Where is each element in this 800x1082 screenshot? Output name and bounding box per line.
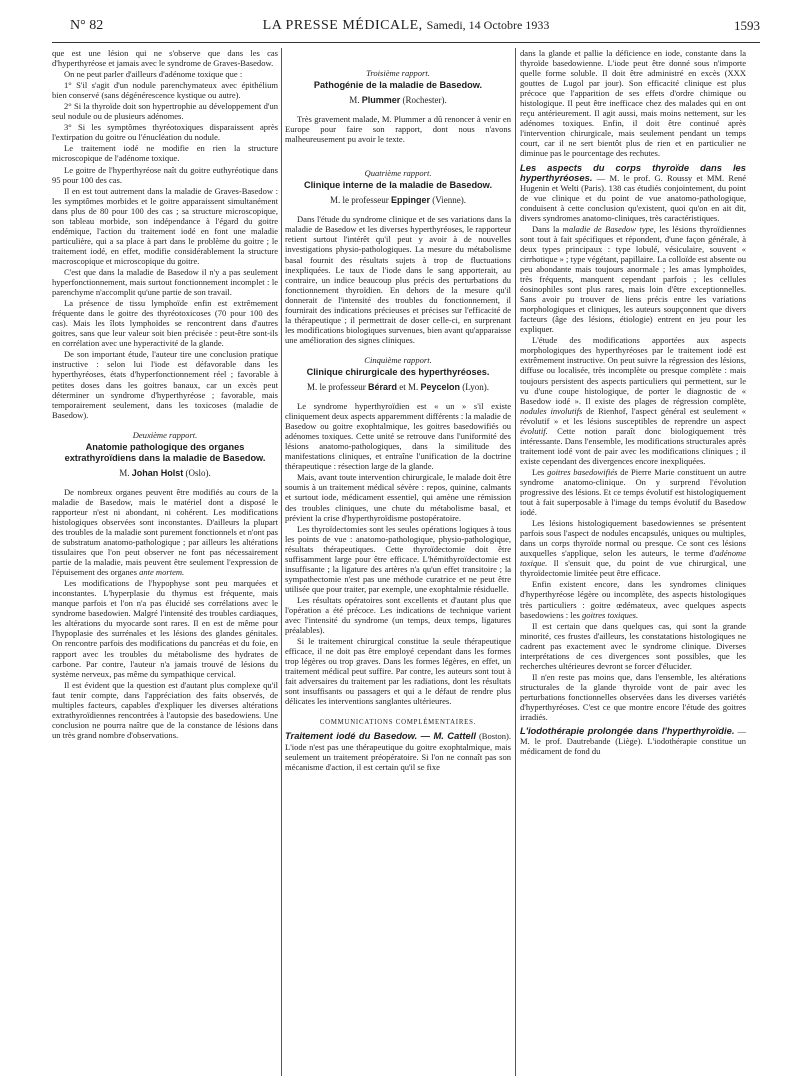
paragraph <box>520 518 746 578</box>
paragraph-text: Il s'ensuit que, du point de vue chirurgical, une thyroïdectomie limitée peut être efficace. <box>520 558 746 579</box>
journal-title <box>52 18 760 34</box>
paragraph: Le traitement iodé ne modifie en rien la structure microscopique de l'adénome toxique. <box>52 143 278 164</box>
paragraph: 2° Si la thyroïde doit son hypertrophie au développement d'un seul nodule ou de plusieurs adénomes. <box>52 101 278 122</box>
header-rule <box>52 42 760 43</box>
author-city: (Oslo). <box>185 467 211 478</box>
paragraph: que est une lésion qui ne s'observe que dans les cas d'hyperthyréose et jamais avec le syndrome de Graves-Basedow. <box>52 48 278 69</box>
paragraph <box>520 224 746 335</box>
section-title: Anatomie pathologique des organes extrathyroïdiens dans la maladie de Basedow. <box>64 441 266 463</box>
paragraph-text: (Boston). L'iode n'est pas une thérapeutique du goitre exophtalmique, mais seulement un traitement préopératoire. Si l'on ne connaît pas son mécanisme d'action, il est certain qu'il se fixe <box>285 731 512 772</box>
paragraph: Il n'en reste pas moins que, dans l'ensemble, les altérations structurales de la glande thyroïde vont de pair avec les perturbations fonctionnelles observées dans les diverses variétés d'hyperthyréoses. C'est ce que montre encore l'étude des goitres irradiés. <box>520 671 746 723</box>
emphasis: évolutif. <box>520 425 548 436</box>
column-3 <box>520 48 746 757</box>
paragraph: Dans l'étude du syndrome clinique et de ses variations dans la maladie de Basedow et les diverses hyperthyréoses, le rapporteur retient surtout l'intérêt qu'il peut y avoir à de nouvelles investigations physio-pathologiques. La mesure du métabolisme basal fournit des résultats sujets à trop de fluctuations inexpliquées. Le taux de l'iode dans le sang apporterait, au contraire, un indice beaucoup plus précis des perturbations du fonctionnement thyroïdien. En dehors de la mesure qu'il donnerait de l'intensité des troubles du fonctionnement, il fournirait des indications précieuses et précises sur l'efficacité de la thérapeutique ; il permettrait de doser celle-ci, en surprenant les modifications biologiques survenues, bien avant qu'apparaisse une amélioration des signes cliniques. <box>285 214 511 345</box>
page-header <box>52 18 760 42</box>
paragraph <box>520 467 746 517</box>
author-joiner: et M. <box>399 381 419 392</box>
page-number: 1593 <box>734 18 760 33</box>
paragraph: Les résultats opératoires sont excellents et d'autant plus que l'opération a été précoce. Les indications de technique varient avec l'intensité du syndrome (un temps, deux temps, ligatures préalables). <box>285 594 511 636</box>
communications-label: COMMUNICATIONS COMPLÉMENTAIRES. <box>319 719 477 727</box>
author-city: (Vienne). <box>432 195 466 206</box>
column-2 <box>285 48 511 773</box>
column-1 <box>52 48 278 741</box>
author-name: Johan Holst <box>131 467 184 478</box>
paragraph: Il est évident que la question est d'autant plus complexe qu'il faut tenir compte, dans l'appréciation des faits observés, de multiples facteurs, capables d'expliquer les diverses altérations extrathyroïdiennes rencontrées à l'autopsie des basedowiens. Une conclusion ne pourra naître que de la constance de lésions dans un très grand nombre d'observations. <box>52 679 278 740</box>
section-label: Deuxième rapport. <box>132 429 198 440</box>
emphasis: ante mortem. <box>139 567 185 578</box>
column-divider <box>281 48 282 1076</box>
communication-title: L'iodothérapie prolongée dans l'hyperthyroïdie. <box>520 725 735 737</box>
emphasis: adénome toxique. <box>520 548 746 569</box>
paragraph-text: de Rienhof, l'aspect général est seulement « révolutif » et les lésions susceptibles de reprendre un aspect <box>520 405 746 426</box>
author-prefix: M. <box>119 467 130 478</box>
paragraph: dans la glande et pallie la déficience en iode, constante dans la thyroïde basedowienne. L'iode peut être donné sous n'importe quelle forme soluble. Il doit être administré en excès (XXX gouttes de Lugol par jour). Son efficacité clinique est plus précoce que l'apparition de ses effets d'ordre chimique ou histologique. Il peut être inefficace chez des malades qui en ont reçu antérieurement. Il agit aussi, mais moins nettement, sur les adénomes toxiques. Enfin, il doit être continué après l'intervention chirurgicale, mais seulement pendant un temps court, car il ne sert bientôt plus de rien et en particulier ne diminue pas le pourcentage des rechutes. <box>520 48 746 159</box>
author-prefix: M. <box>349 95 360 106</box>
paragraph: Le goitre de l'hyperthyréose naît du goitre euthyréotique dans 95 pour 100 des cas. <box>52 164 278 185</box>
paragraph <box>520 335 746 466</box>
author-name: Plummer <box>361 95 401 106</box>
paragraph: Si le traitement chirurgical constitue la seule thérapeutique efficace, il ne doit pas être employé cependant dans les formes trop légères ou trop graves. Dans les formes légères, en effet, un traitement médical peut suffire. Par contre, les auteurs sont tout à fait adversaires du traitement par les radiations, dont les résultats sont insuffisants ou passagers et qui a le défaut de rendre plus délicates les interventions sanglantes ultérieures. <box>285 636 511 707</box>
author-city: (Lyon). <box>462 381 490 392</box>
journal-name: LA PRESSE MÉDICALE, <box>262 18 423 33</box>
emphasis: goitres toxiques. <box>581 609 639 620</box>
author-prefix: M. le professeur <box>306 381 366 392</box>
paragraph-text: Cette notion paraît donc biologiquement très intéressante. Dans l'ensemble, les modifications structurales après traitement iodé vont de pair avec les modifications cliniques ; il existe cependant des divergences encore inexpliquées. <box>520 425 746 466</box>
section-author <box>285 95 511 105</box>
author-name: Eppinger <box>391 195 431 206</box>
emphasis: goitres basedowifiés <box>547 466 618 477</box>
column-divider <box>515 48 516 1076</box>
paragraph: Il est certain que dans quelques cas, qui sont la grande minorité, ces frustes d'ailleurs, les constatations histologiques ne cadrent pas exactement avec le syndrome clinique. Diverses interprétations de ces divergences sont possibles, que les recherches ultérieures devront se forcer d'élucider. <box>520 620 746 671</box>
paragraph: Le syndrome hyperthyroïdien est « un » s'il existe cliniquement deux aspects apparemment différents : la maladie de Basedow ou goitre exophtalmique, les goitres basedowifiés ou adénomes toxiques. Cette unité se retrouve dans l'uniformité des lésions anatomo-pathologiques, dans la similitude des manifestations cliniques, et entraîne l'unification de la doctrine thérapeutique : résection large de la glande. <box>285 401 511 472</box>
paragraph: 1° S'il s'agit d'un nodule parenchymateux avec épithélium bien conservé (sans dégénérescence kystique ou autre). <box>52 80 278 101</box>
emphasis: nodules involutifs <box>520 405 583 416</box>
paragraph: De son important étude, l'auteur tire une conclusion pratique instructive : selon lui l'iode est défavorable dans les hyperthyréoses, états d'hyperfonctionnement réel ; favorable à petites doses dans les goitres banaux, car un excès peut déterminer un syndrome d'hyperthyréose ; favorable, mais temporairement seulement, dans les toxicoses (maladie de Basedow). <box>52 349 278 420</box>
section-label: Quatrième rapport. <box>364 168 432 179</box>
communication-title: Les aspects du corps thyroïde dans les hyperthyréoses. <box>520 161 746 183</box>
communication-title: Traitement iodé du Basedow. — M. Cattell <box>285 730 476 742</box>
paragraph: Les thyroïdectomies sont les seules opérations logiques à tous les points de vue : anatomo-pathologique, physio-pathologique, résultats thérapeutiques. Cette thyroïdectomie doit être suffisamment large pour être efficace. L'hémithyroïdectomie est insuffisante ; la ligature des artères n'a qu'un effet transitoire ; la sympathectomie n'est pas une méthode curatrice et ne peut être utilisée que pour traiter, par exemple, une exophtalmie résiduelle. <box>285 523 511 594</box>
paragraph-text: les lésions thyroïdiennes sont tout à fait spécifiques et répondent, d'une façon générale, à deux types principaux : type lobulé, vésiculaire, souvent « cirrhotique » ; type végétant, papillaire. La colloïde est absente ou peu abondante mais toujours anormale ; les amas lymphoïdes, très fréquents, manquent cependant parfois ; les cellules éosinophiles sont plus rares, mais loin d'être exceptionnelles. Sans avoir pu trouver de liens précis entre les variations morphologiques et cliniques, les auteurs soupçonnent que divers facteurs (âge des lésions, étiologie) entrent en jeu pour les expliquer. <box>520 223 747 335</box>
paragraph <box>520 163 746 223</box>
paragraph: Mais, avant toute intervention chirurgicale, le malade doit être soumis à un traitement médical sévère : repos, quinine, calmants et surtout iode, médicament essentiel, qui amène une rémission des troubles cliniques, une chute du métabolisme basal, et prévient la crise d'hyperthyroïdisme postopératoire. <box>285 472 511 523</box>
section-author <box>52 468 278 478</box>
paragraph: Les modifications de l'hypophyse sont peu marquées et inconstantes. L'hyperplasie du thymus est fréquente, mais manque parfois et l'on n'a pas élucidé ses corrélations avec le syndrome basedowien. Malgré l'intensité des troubles cardiaques, les altérations du myocarde sont rares. Il en est de même pour l'hypoplasie des surrénales et les lésions des glandes génitales. On rencontre parfois des modifications du pancréas et du foie, en rapport avec les troubles du métabolisme des hydrates de carbone. Par contre, l'auteur n'a jamais trouvé de lésions du système nerveux, pas même du sympathique cervical. <box>52 578 278 679</box>
emphasis: maladie de Basedow type, <box>562 223 656 234</box>
paragraph <box>52 487 278 577</box>
author-name: Bérard <box>367 381 397 392</box>
section-title: Clinique interne de la maladie de Basedow. <box>303 180 493 191</box>
paragraph: On ne peut parler d'ailleurs d'adénome toxique que : <box>64 69 243 80</box>
paragraph-text: Enfin existent encore, dans les syndromes cliniques d'hyperthyréose légère ou incomplète, des aspects histologiques très particuliers : goitre œdémateux, avec quelques aspects basedowiens : les <box>520 579 746 620</box>
paragraph: C'est que dans la maladie de Basedow il n'y a pas seulement hyperfonctionnement, mais surtout fonctionnement incomplet : le parenchyme n'accomplit qu'une partie de son travail. <box>52 266 278 298</box>
paragraph-text: 138 cas étudiés conjointement, du point de vue clinique et du point de vue anatomo-pathologique, conduisent à cette conclusion qu'existent, quoi qu'on en ait dit, divers syndromes anatomo-cliniques, très caractéristiques. <box>520 182 747 223</box>
paragraph-text: Dans la <box>532 223 563 234</box>
paragraph <box>520 726 746 756</box>
author-prefix: M. le professeur <box>330 195 389 206</box>
paragraph-text: L'étude des modifications apportées aux aspects morphologiques des hyperthyréoses par le traitement iodé est extrêmement instructive. On peut suivre la régression des lésions, diffuse ou localisée, très incomplète ou presque complète : mais toujours persistent des aspects particuliers qui permettent, sur le vu d'une coupe histologique, de porter le diagnostic de « Basedow iodé ». Il existe des plages de régression complète, <box>520 335 746 406</box>
author-name: Peycelon <box>420 381 461 392</box>
section-title: Pathogénie de la maladie de Basedow. <box>313 80 483 91</box>
author-city: (Rochester). <box>402 95 447 106</box>
paragraph: 3° Si les symptômes thyréotoxiques disparaissent après l'extirpation du goitre ou l'énucléation du nodule. <box>52 122 278 143</box>
paragraph-text: De nombreux organes peuvent être modifiés au cours de la maladie de Basedow, mais le matériel dont a disposé le rapporteur n'est ni abondant, ni cohérent. Les modifications histologiques observées sont inconstantes. D'ailleurs la plupart des troubles de la maladie sont purement fonctionnels et n'ont pas de substratum anatomo-pathologique ; par ailleurs les altérations tissulaires que l'on peut observer ne font pas nécessairement partie de la maladie, mais peuvent être seulement l'expression de l'épuisement des organes <box>52 486 278 578</box>
paragraph-text: — M. le prof. Dautrebande (Liège). L'iodothérapie constitue un médicament de fond du <box>520 726 747 757</box>
communication-authors: — M. le prof. G. Roussy et MM. René Hugenin et Welti (Paris). <box>520 172 746 193</box>
paragraph-text: de Pierre Marie constituent un autre syndrome anatomo-clinique. On y surprend l'évolution progressive des lésions. Et ce temps évolutif est histologiquement tout à fait superposable à l'image du temps évolutif du Basedow iodé. <box>520 466 746 518</box>
paragraph <box>285 731 511 771</box>
section-label: Cinquième rapport. <box>364 354 432 365</box>
section-author <box>285 195 511 205</box>
paragraph: La présence de tissu lymphoïde enfin est extrêmement fréquente dans le goitre des thyréotoxicoses (70 pour 100 des cas). Mais les îlots lymphoïdes se rencontrent dans d'autres goitres, sans que leur valeur soit bien précisée : peut-être sont-ils en corrélation avec une hyperactivité de la glande. <box>52 298 278 349</box>
issue-number: N° 82 <box>70 18 104 33</box>
paragraph-text: Les <box>532 466 548 477</box>
paragraph <box>520 579 746 619</box>
paragraph: Il en est tout autrement dans la maladie de Graves-Basedow : les symptômes morbides et le goitre apparaissent simultanément dans plus de 80 pour 100 des cas ; sa structure microscopique, son tableau morbide, son indépendance à l'égard du goitre endémique, l'action du traitement iodé en font une maladie particulière, qui a sa place à part dans le problème du goitre ; le traitement iodé, en effet, modifie considérablement la structure macroscopique et microscopique du goitre. <box>52 185 278 266</box>
issue-date: Samedi, 14 Octobre 1933 <box>426 18 550 32</box>
section-label: Troisième rapport. <box>366 68 430 78</box>
section-author <box>285 382 511 392</box>
paragraph: Très gravement malade, M. Plummer a dû renoncer à venir en Europe pour faire son rapport, dont nous n'avons malheureusement pu avoir le texte. <box>285 114 511 145</box>
paragraph-text: Les lésions histologiquement basedowiennes se présentent parfois sous l'aspect de nodules encapsulés, uniques ou multiples, dans un corps thyroïde normal ou presque. Ce sont ces lésions auxquelles s'applique, selon les auteurs, le terme d' <box>520 518 746 559</box>
section-title: Clinique chirurgicale des hyperthyréoses. <box>306 366 490 377</box>
